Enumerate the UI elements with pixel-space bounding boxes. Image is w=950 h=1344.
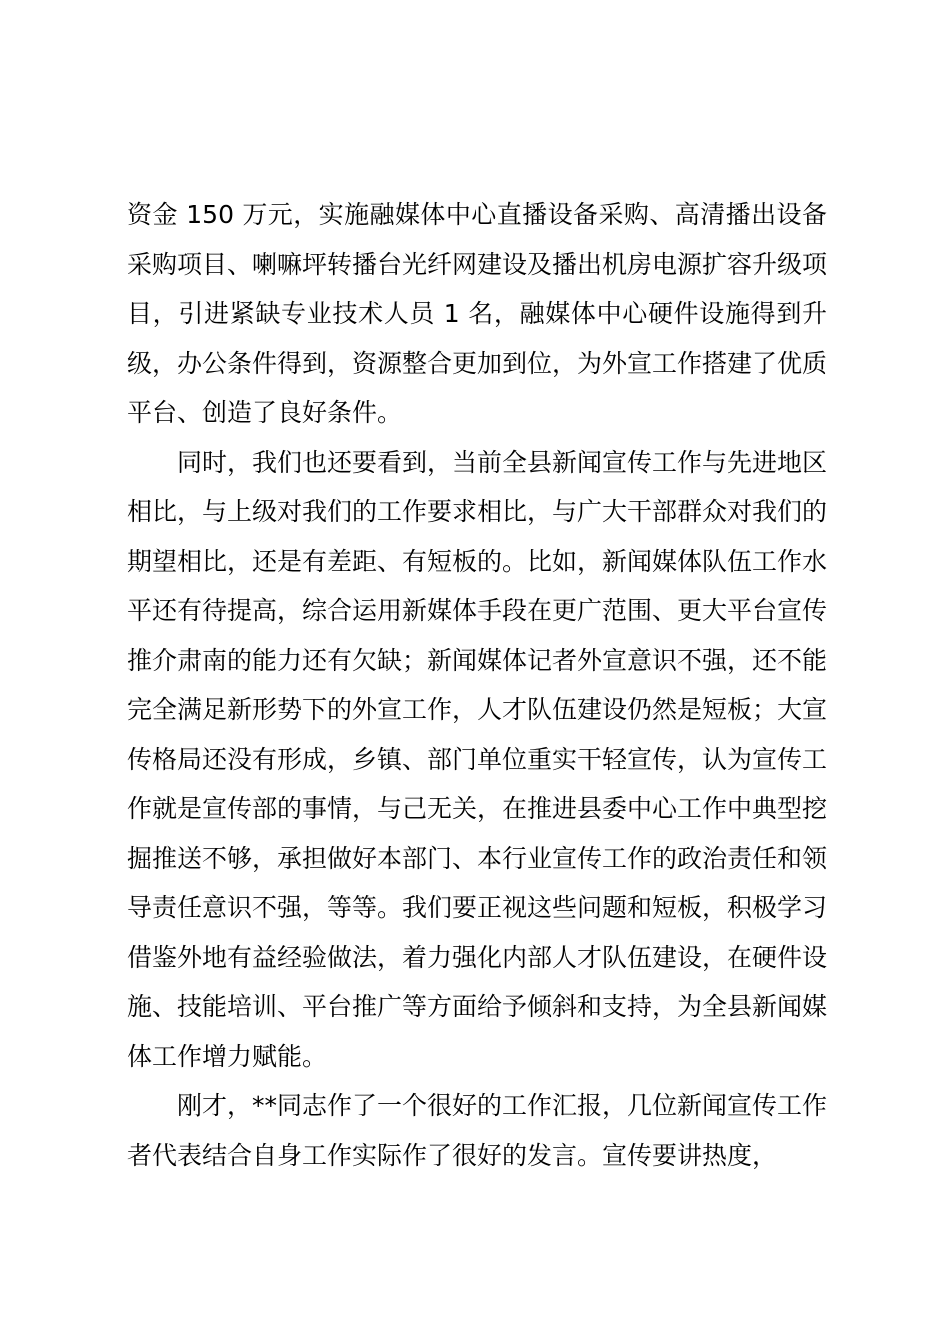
document-body <box>127 190 827 1180</box>
paragraph-gaps: 同时，我们也还要看到，当前全县新闻宣传工作与先进地区相比，与上级对我们的工作要求相比，与广大干部群众对我们的期望相比，还是有差距、有短板的。比如，新闻媒体队伍工作水平还有待提高，综合运用新媒体手段在更广范围、更大平台宣传推介肃南的能力还有欠缺；新闻媒体记者外宣意识不强，还不能完全满足新形势下的外宣工作，人才队伍建设仍然是短板；大宣传格局还没有形成，乡镇、部门单位重实干轻宣传，认为宣传工作就是宣传部的事情，与己无关，在推进县委中心工作中典型挖掘推送不够，承担做好本部门、本行业宣传工作的政治责任和领导责任意识不强，等等。我们要正视这些问题和短板，积极学习借鉴外地有益经验做法，着力强化内部人才队伍建设，在硬件设施、技能培训、平台推广等方面给予倾斜和支持，为全县新闻媒体工作增力赋能。 <box>127 447 828 1071</box>
paragraph-report: 刚才，**同志作了一个很好的工作汇报，几位新闻宣传工作者代表结合自身工作实际作了很好的发言。宣传要讲热度， <box>127 1091 828 1170</box>
paragraph-continuation: 资金 150 万元，实施融媒体中心直播设备采购、高清播出设备采购项目、喇嘛坪转播台光纤网建设及播出机房电源扩容升级项目，引进紧缺专业技术人员 1 名，融媒体中心硬件设施得到升级，办公条件得到，资源整合更加到位，为外宣工作搭建了优质平台、创造了良好条件。 <box>127 200 828 427</box>
